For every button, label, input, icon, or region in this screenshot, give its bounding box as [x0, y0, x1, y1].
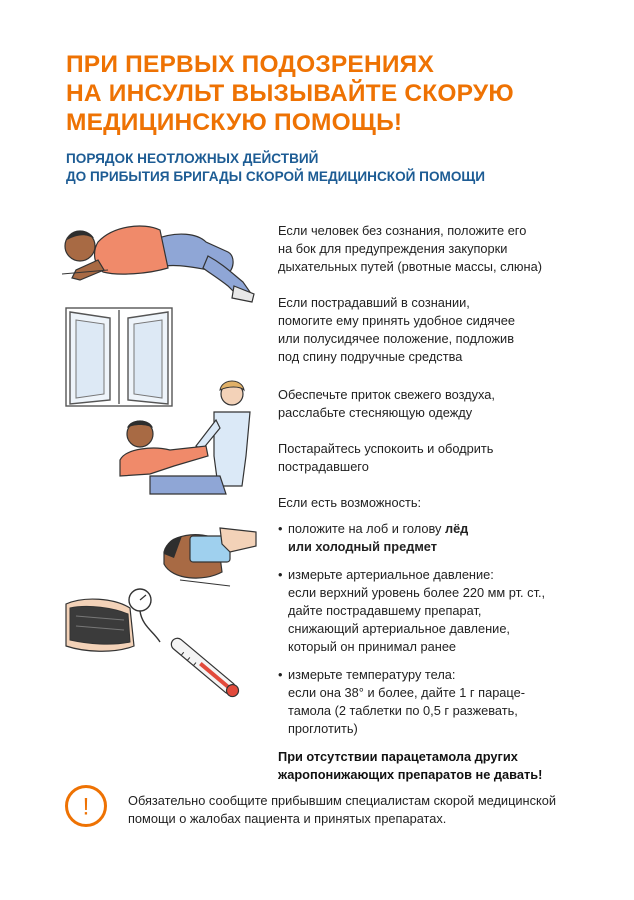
title-line-3: МЕДИЦИНСКУЮ ПОМОЩЬ!	[66, 109, 403, 136]
bullet-dot: •	[278, 521, 283, 536]
step-conscious	[278, 294, 598, 366]
warning-text	[278, 748, 618, 784]
bullet-temperature-line: измерьте температуру тела:	[288, 667, 456, 682]
subtitle-line-1: ПОРЯДОК НЕОТЛОЖНЫХ ДЕЙСТВИЙ	[66, 151, 319, 166]
step-conscious-line: под спину подручные средства	[278, 349, 463, 364]
bullet-temperature-line: если она 38° и более, дайте 1 г параце-	[288, 685, 525, 700]
warning-line-2: жаропонижающих препаратов не давать!	[278, 767, 543, 782]
page-subtitle	[66, 150, 606, 186]
bullet-ice-bold-word: лёд	[444, 521, 469, 536]
bullet-pressure-line: измерьте артериальное давление:	[288, 567, 494, 582]
step-unconscious-line: дыхательных путей (рвотные массы, слюна)	[278, 259, 542, 274]
thermometer-illustration	[168, 630, 248, 710]
bullet-temperature-line: проглотить)	[288, 721, 358, 736]
step-if-possible-line: Если есть возможность:	[278, 495, 422, 510]
step-calm	[278, 440, 598, 476]
bullet-pressure-line: если верхний уровень более 220 мм рт. ст.,	[288, 585, 546, 600]
page-title	[66, 50, 586, 137]
blood-pressure-cuff-illustration	[64, 586, 164, 662]
step-conscious-line: или полусидячее положение, подложив	[278, 331, 514, 346]
title-line-1: ПРИ ПЕРВЫХ ПОДОЗРЕНИЯХ	[66, 51, 435, 78]
subtitle-line-2: ДО ПРИБЫТИЯ БРИГАДЫ СКОРОЙ МЕДИЦИНСКОЙ ПОМОЩИ	[66, 169, 486, 184]
exclamation-icon	[64, 784, 108, 828]
bullet-dot: •	[278, 567, 283, 582]
bullet-ice-normal: положите на лоб и голову	[288, 521, 445, 536]
step-conscious-line: помогите ему принять удобное сидячее	[278, 313, 516, 328]
step-if-possible	[278, 494, 598, 512]
step-calm-line: Постарайтесь успокоить и ободрить	[278, 441, 494, 456]
bullet-ice-line-1	[288, 520, 468, 538]
step-unconscious-line: Если человек без сознания, положите его	[278, 223, 527, 238]
bullet-pressure-line: снижающий артериальное давление,	[288, 621, 510, 636]
exclamation-symbol: !	[82, 793, 90, 821]
notice-line-2: помощи о жалобах пациента и принятых препаратах.	[128, 811, 447, 826]
person-lying-on-side-illustration	[58, 212, 258, 304]
bullet-temperature-line: тамола (2 таблетки по 0,5 г разжевать,	[288, 703, 518, 718]
notice-text	[128, 792, 618, 828]
step-fresh-air-line: расслабьте стесняющую одежду	[278, 405, 473, 420]
step-conscious-line: Если пострадавший в сознании,	[278, 295, 470, 310]
step-unconscious	[278, 222, 598, 276]
title-line-2: НА ИНСУЛЬТ ВЫЗЫВАЙТЕ СКОРУЮ	[66, 80, 514, 107]
bullet-pressure-line: который он принимал ранее	[288, 639, 457, 654]
step-calm-line: пострадавшего	[278, 459, 369, 474]
step-unconscious-line: на бок для предупреждения закупорки	[278, 241, 508, 256]
nurse-helping-patient-illustration	[110, 376, 260, 500]
bullet-ice-line-2: или холодный предмет	[288, 539, 437, 554]
step-fresh-air	[278, 386, 598, 422]
bullet-dot: •	[278, 667, 283, 682]
notice-line-1: Обязательно сообщите прибывшим специалистам скорой медицинской	[128, 793, 557, 808]
cold-compress-on-forehead-illustration	[160, 524, 260, 588]
bullet-pressure-line: дайте пострадавшему препарат,	[288, 603, 482, 618]
warning-line-1: При отсутствии парацетамола других	[278, 749, 518, 764]
step-fresh-air-line: Обеспечьте приток свежего воздуха,	[278, 387, 495, 402]
